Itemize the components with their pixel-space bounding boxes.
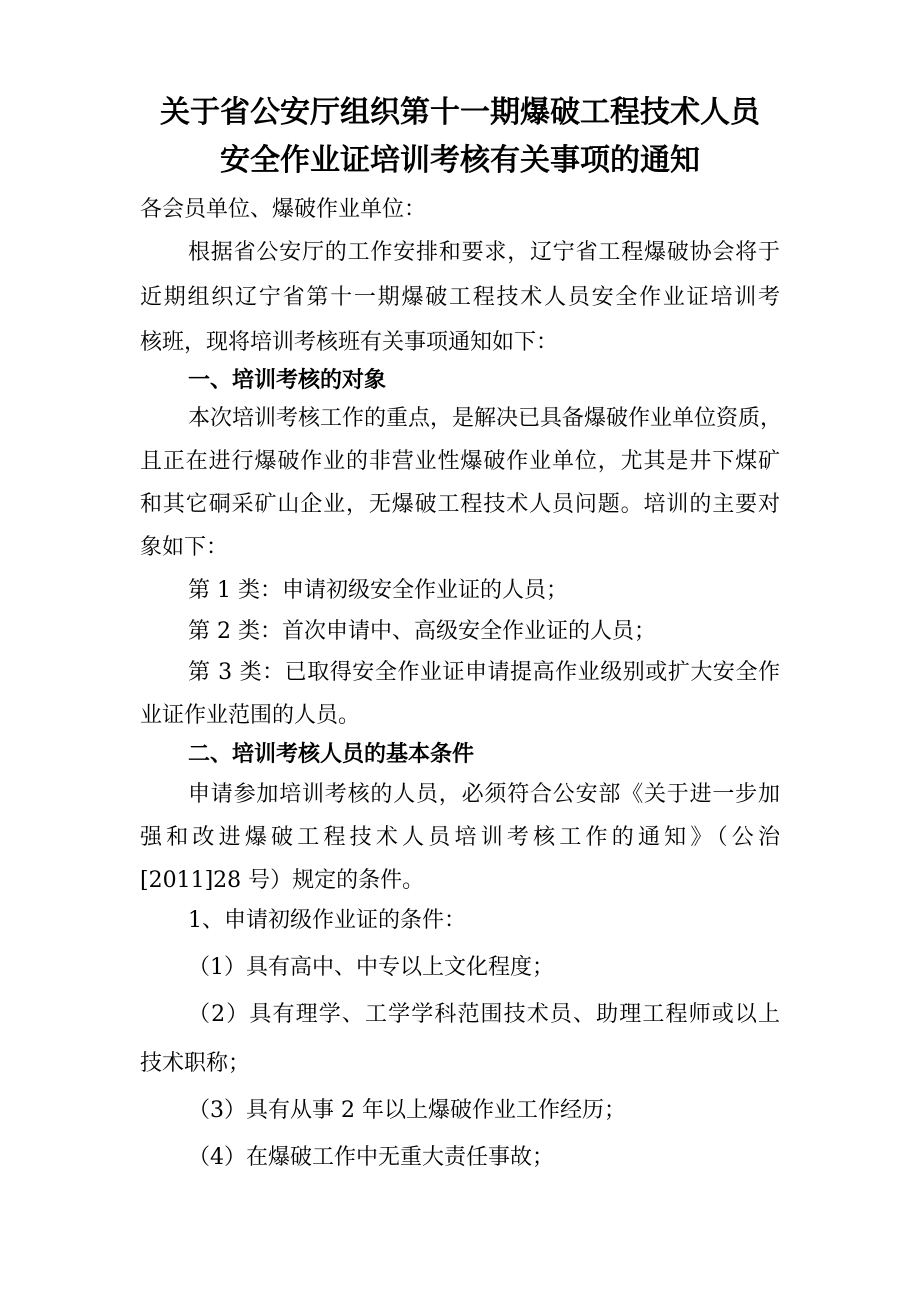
condition-3: （3）具有从事 2 年以上爆破作业工作经历； (188, 1098, 626, 1123)
section1-line-3: 和其它硐采矿山企业，无爆破工程技术人员问题。培训的主要对 (140, 492, 780, 517)
intro-line-2: 近期组织辽宁省第十一期爆破工程技术人员安全作业证培训考 (140, 285, 780, 310)
intro-line-3: 核班，现将培训考核班有关事项通知如下： (140, 330, 559, 355)
category-1: 第 1 类：申请初级安全作业证的人员； (188, 578, 568, 603)
condition-1: （1）具有高中、中专以上文化程度； (188, 955, 554, 980)
document-title-line2: 安全作业证培训考核有关事项的通知 (220, 143, 700, 178)
section2-heading: 二、培训考核人员的基本条件 (188, 742, 475, 767)
category-3-line-2: 业证作业范围的人员。 (140, 703, 361, 728)
salutation: 各会员单位、爆破作业单位： (140, 197, 427, 222)
section1-line-2: 且正在进行爆破作业的非营业性爆破作业单位，尤其是井下煤矿 (140, 449, 780, 474)
section1-heading: 一、培训考核的对象 (188, 368, 387, 393)
document-title-line1: 关于省公安厅组织第十一期爆破工程技术人员 (160, 95, 760, 130)
section1-line-1: 本次培训考核工作的重点，是解决已具备爆破作业单位资质， (188, 406, 783, 431)
condition-2-line-2: 技术职称； (140, 1051, 251, 1076)
condition-4: （4）在爆破工作中无重大责任事故； (188, 1145, 554, 1170)
section2-line-2: 强和改进爆破工程技术人员培训考核工作的通知》（公治 (140, 825, 780, 850)
subsection1-heading: 1、申请初级作业证的条件： (188, 908, 466, 933)
category-3-line-1: 第 3 类：已取得安全作业证申请提高作业级别或扩大安全作 (188, 660, 780, 685)
condition-2-line-1: （2）具有理学、工学学科范围技术员、助理工程师或以上 (188, 1002, 780, 1027)
section2-line-1: 申请参加培训考核的人员，必须符合公安部《关于进一步加 (188, 782, 780, 807)
section2-line-3: [2011]28 号）规定的条件。 (140, 868, 425, 893)
category-2: 第 2 类：首次申请中、高级安全作业证的人员； (188, 619, 656, 644)
section1-line-4: 象如下： (140, 535, 229, 560)
intro-line-1: 根据省公安厅的工作安排和要求，辽宁省工程爆破协会将于 (188, 240, 780, 265)
